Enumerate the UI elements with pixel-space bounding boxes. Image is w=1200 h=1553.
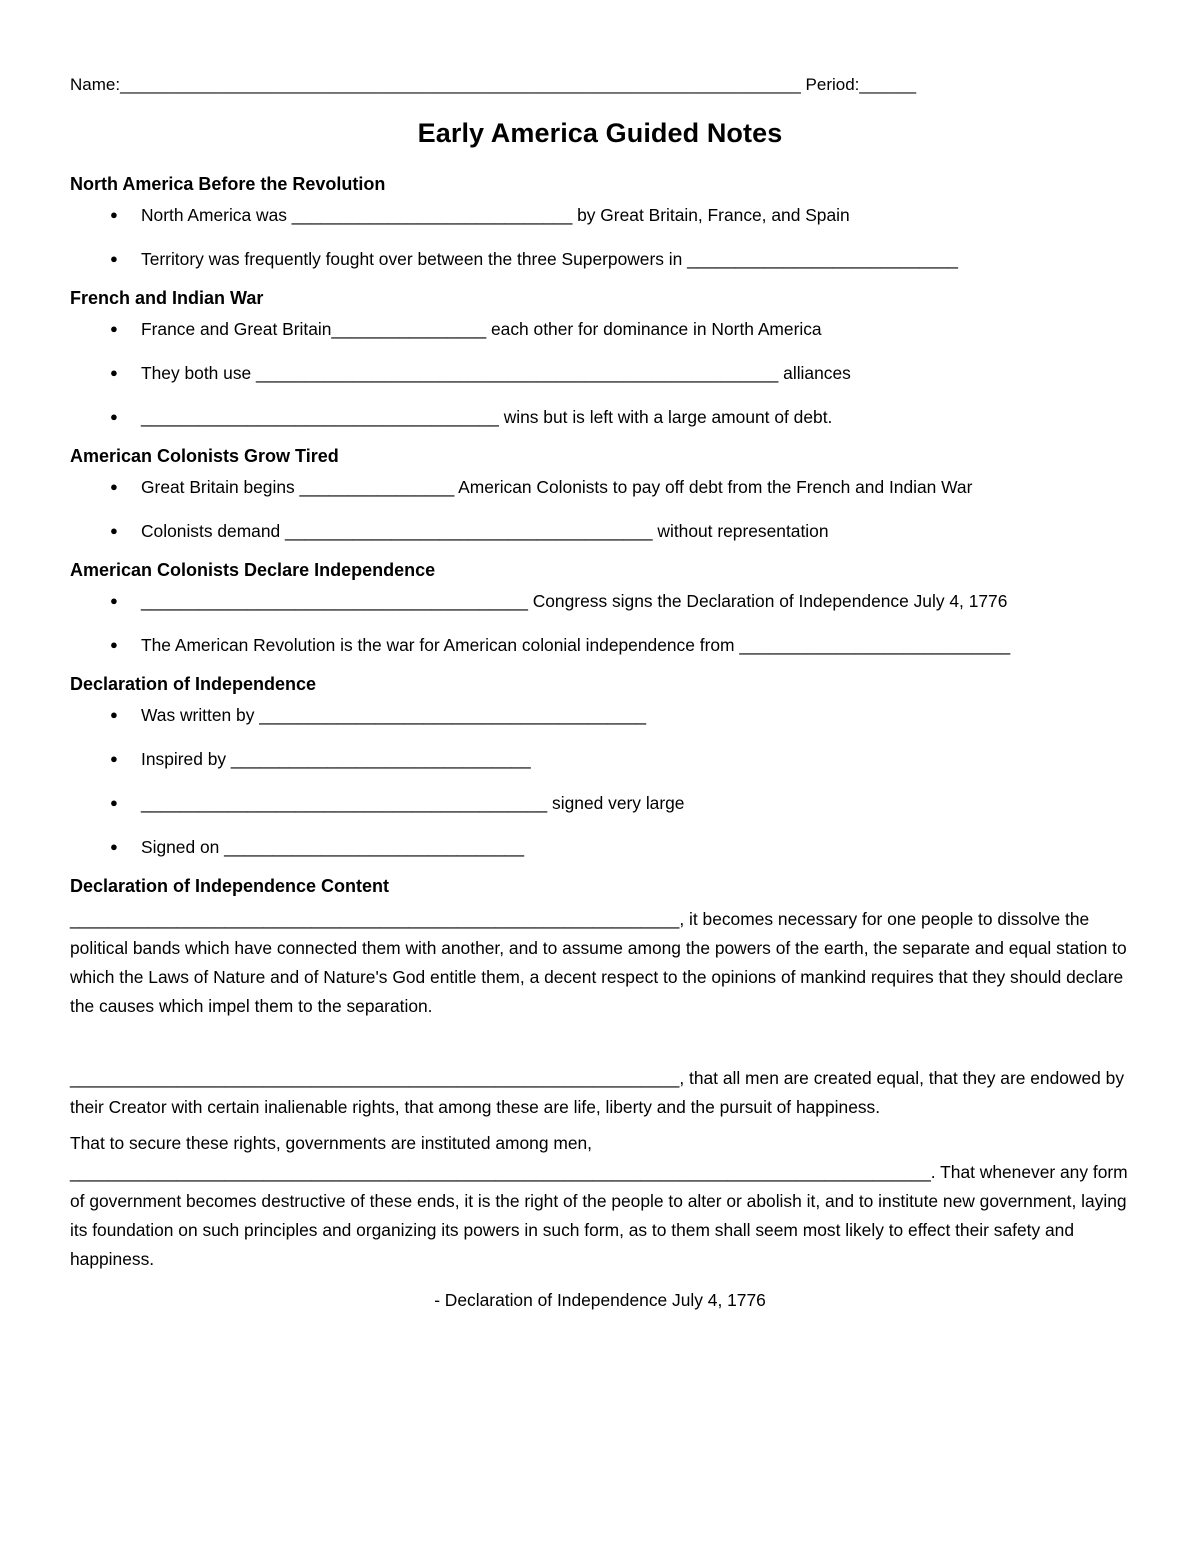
bullet-list-north-america bbox=[70, 197, 1130, 285]
list-item: ● __________________________________________ signed very large bbox=[70, 785, 1130, 829]
bullet-icon: ● bbox=[110, 365, 118, 380]
bullet-list-declaration bbox=[70, 697, 1130, 873]
list-item: ● Signed on _______________________________ bbox=[70, 829, 1130, 873]
declaration-attribution: - Declaration of Independence July 4, 1776 bbox=[434, 1290, 766, 1310]
bullet-icon: ● bbox=[110, 207, 118, 222]
name-period-line: Name:________________________________________________________________________ Period:______ bbox=[70, 75, 917, 94]
bullet-icon: ● bbox=[110, 593, 118, 608]
list-item: ● Territory was frequently fought over between the three Superpowers in ____________________________ bbox=[70, 241, 1130, 285]
list-item: ● Great Britain begins ________________ American Colonists to pay off debt from the French and Indian War bbox=[70, 469, 1130, 513]
section-heading-declare-independence: American Colonists Declare Independence bbox=[70, 560, 436, 580]
bullet-icon: ● bbox=[110, 321, 118, 336]
section-heading-north-america: North America Before the Revolution bbox=[70, 174, 386, 194]
declaration-paragraph-2: _______________________________________________________________, that all men are created equal, that they are endowed by their Creator with certain inalienable rights, that among these are life, liberty and the pursuit of happiness. bbox=[70, 1068, 1125, 1117]
worksheet-page bbox=[70, 72, 1130, 1311]
page-title: Early America Guided Notes bbox=[417, 118, 783, 148]
bullet-icon: ● bbox=[110, 479, 118, 494]
list-item: ● They both use ______________________________________________________ alliances bbox=[70, 355, 1130, 399]
bullet-list-colonists-grow-tired bbox=[70, 469, 1130, 557]
list-item: ● France and Great Britain________________ each other for dominance in North America bbox=[70, 311, 1130, 355]
list-item: ● ________________________________________ Congress signs the Declaration of Independence July 4, 1776 bbox=[70, 583, 1130, 627]
section-heading-declaration: Declaration of Independence bbox=[70, 674, 317, 694]
bullet-list-french-indian-war bbox=[70, 311, 1130, 443]
bullet-icon: ● bbox=[110, 795, 118, 810]
bullet-icon: ● bbox=[110, 707, 118, 722]
bullet-icon: ● bbox=[110, 409, 118, 424]
list-item: ● _____________________________________ wins but is left with a large amount of debt. bbox=[70, 399, 1130, 443]
bullet-icon: ● bbox=[110, 251, 118, 266]
bullet-icon: ● bbox=[110, 637, 118, 652]
section-heading-french-indian-war: French and Indian War bbox=[70, 288, 264, 308]
bullet-icon: ● bbox=[110, 751, 118, 766]
list-item: ● Colonists demand ______________________________________ without representation bbox=[70, 513, 1130, 557]
section-heading-declaration-content: Declaration of Independence Content bbox=[70, 876, 390, 896]
declaration-paragraph-3: That to secure these rights, governments are instituted among men, _________________________________________________________________________________________. That whenever any form of government becomes destructive of these ends, it is the right of the people to alter or abolish it, and to institute new government, laying its foundation on such principles and organizing its powers in such form, as to them shall seem most likely to effect their safety and happiness. bbox=[70, 1133, 1128, 1269]
section-heading-colonists-grow-tired: American Colonists Grow Tired bbox=[70, 446, 339, 466]
list-item: ● The American Revolution is the war for American colonial independence from ____________________________ bbox=[70, 627, 1130, 671]
declaration-paragraph-1: _______________________________________________________________, it becomes necessary for one people to dissolve the political bands which have connected them with another, and to assume among the powers of the earth, the separate and equal station to which the Laws of Nature and of Nature's God entitle them, a decent respect to the opinions of mankind requires that they should declare the causes which impel them to the separation. bbox=[70, 909, 1127, 1016]
list-item: ● Was written by ________________________________________ bbox=[70, 697, 1130, 741]
list-item: ● Inspired by _______________________________ bbox=[70, 741, 1130, 785]
bullet-icon: ● bbox=[110, 523, 118, 538]
bullet-icon: ● bbox=[110, 839, 118, 854]
bullet-list-declare-independence bbox=[70, 583, 1130, 671]
list-item: ● North America was _____________________________ by Great Britain, France, and Spain bbox=[70, 197, 1130, 241]
